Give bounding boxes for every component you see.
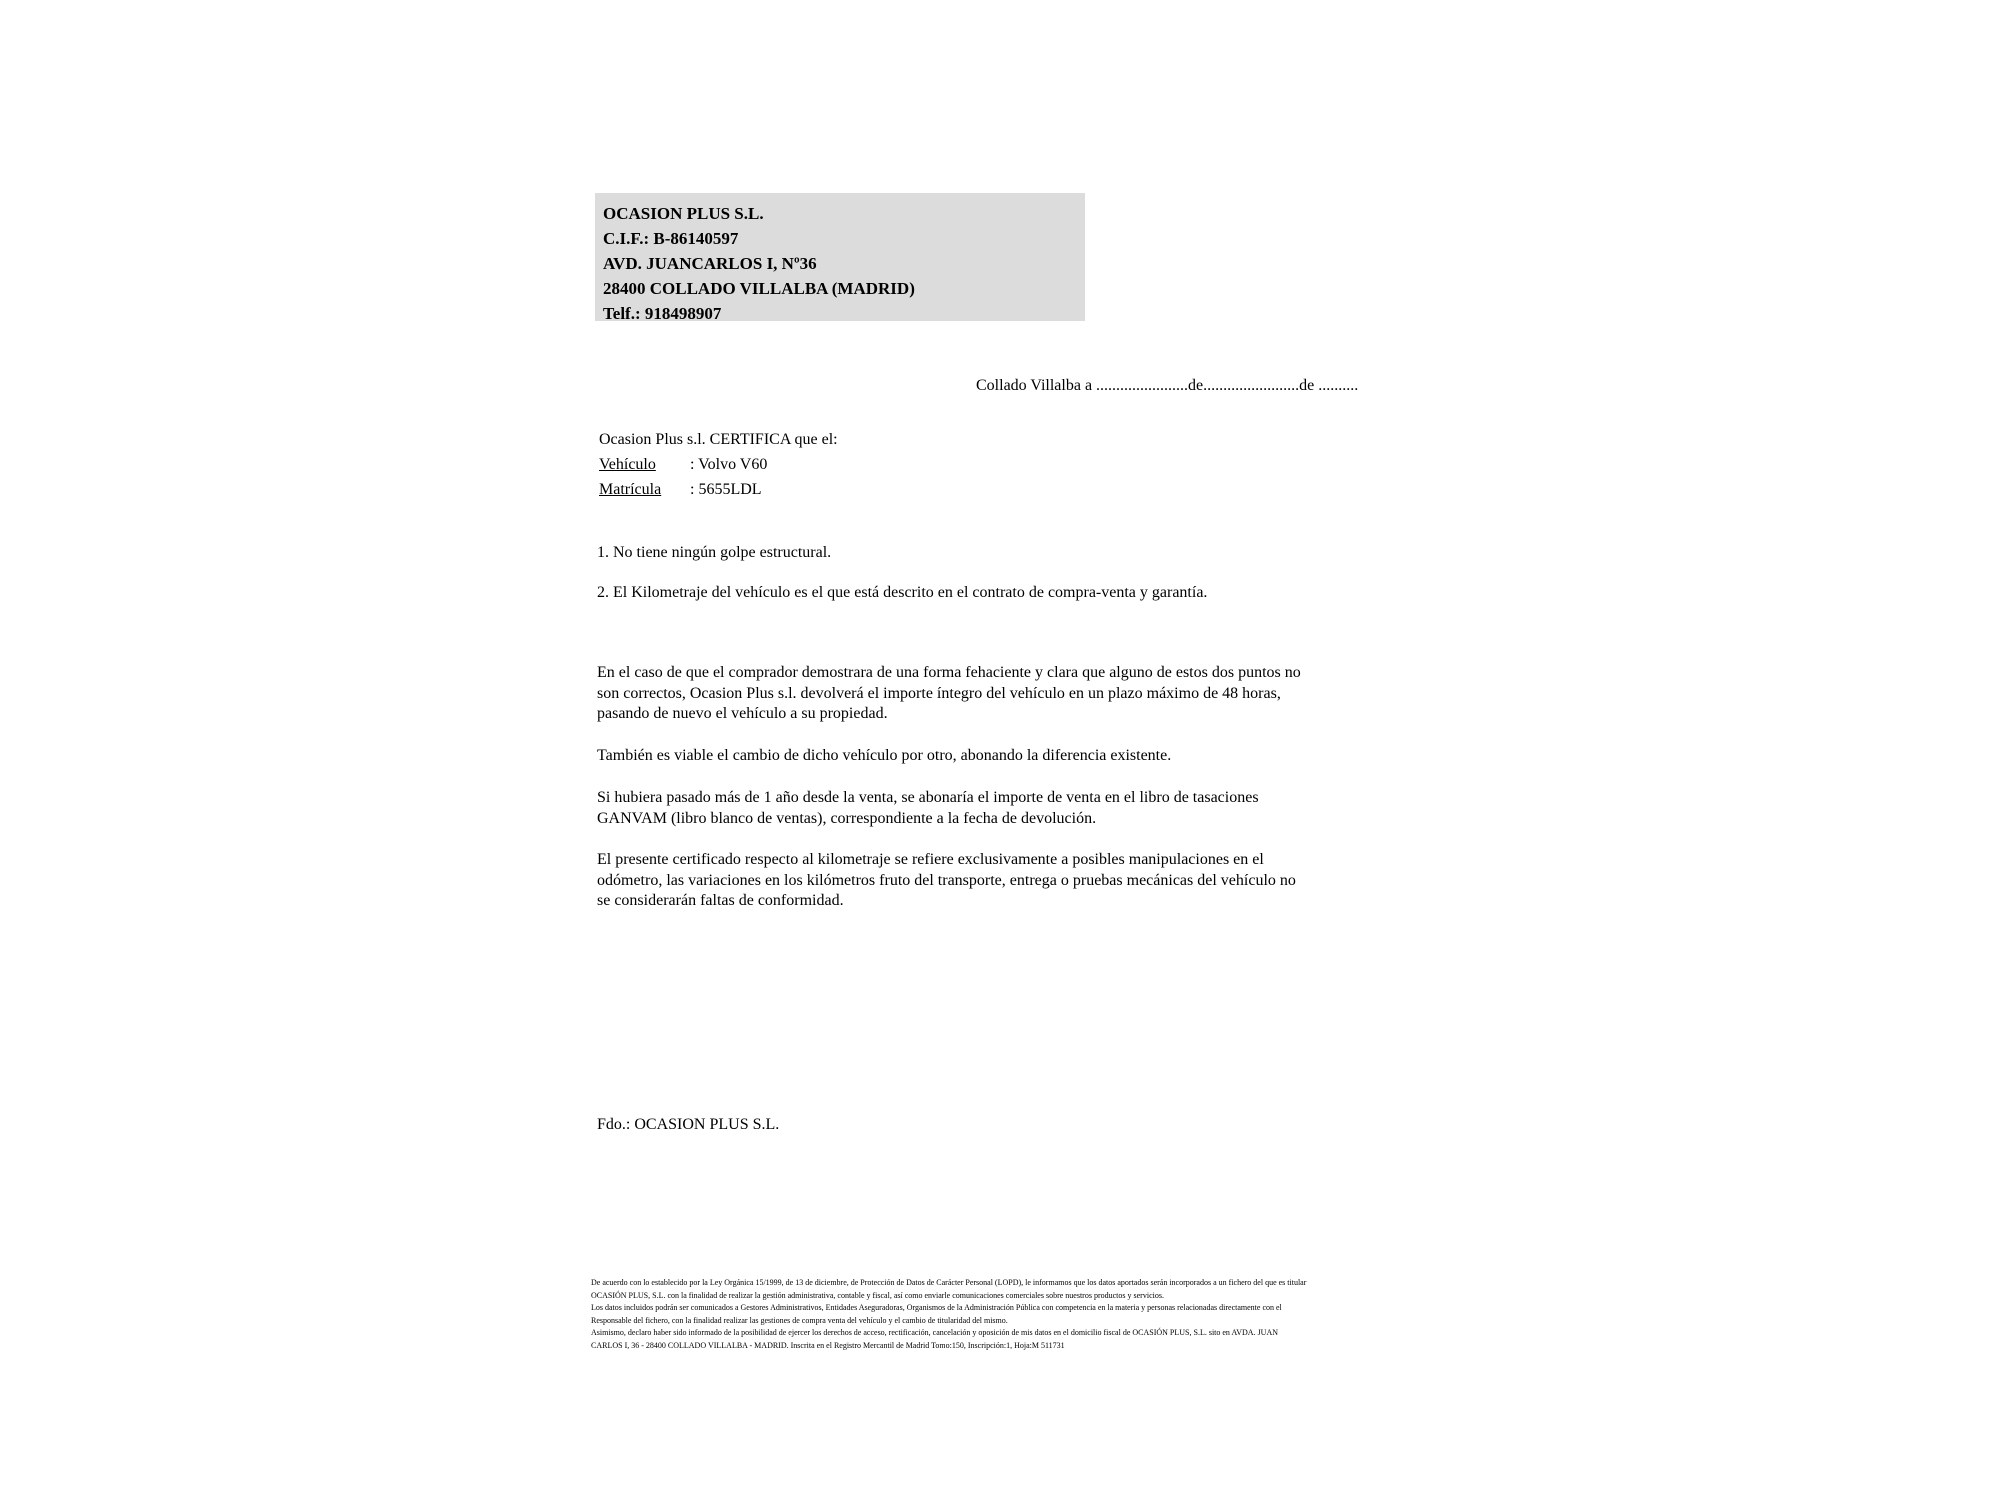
signature-line: Fdo.: OCASION PLUS S.L. [597,1116,780,1133]
company-name: OCASION PLUS S.L. [603,204,764,223]
paragraph-exchange [597,746,1171,767]
legal-line: Responsable del fichero, con la finalidad realizar las gestiones de compra venta del vehículo y el cambio de titularidad del mismo. [591,1315,1008,1325]
company-address: AVD. JUANCARLOS I, Nº36 [603,254,817,273]
legal-line: De acuerdo con lo establecido por la Ley Orgánica 15/1999, de 13 de diciembre, de Protección de Datos de Carácter Personal (LOPD), le informamos que los datos aportados serán incorporados a un fichero del que es titular [591,1278,1307,1287]
paragraph-ganvam [597,788,1259,829]
certify-block [599,427,838,502]
paragraph-line: son correctos, Ocasion Plus s.l. devolverá el importe íntegro del vehículo en un plazo máximo de 48 horas, [597,684,1281,702]
legal-fine-print [591,1277,1306,1353]
paragraph-line: GANVAM (libro blanco de ventas), correspondiente a la fecha de devolución. [597,809,1097,827]
legal-line: OCASIÓN PLUS, S.L. con la finalidad de realizar la gestión administrativa, contable y fiscal, así como enviarle comunicaciones comerciales sobre nuestros productos y servicios. [591,1290,1164,1300]
paragraph-line: se considerarán faltas de conformidad. [597,892,844,909]
paragraph-line: También es viable el cambio de dicho vehículo por otro, abonando la diferencia existente. [597,747,1172,764]
paragraph-line: Si hubiera pasado más de 1 año desde la venta, se abonaría el importe de venta en el libro de tasaciones [597,789,1259,806]
paragraph-line: En el caso de que el comprador demostrara de una forma fehaciente y clara que alguno de estos dos puntos no [597,664,1301,681]
point-mileage: 2. El Kilometraje del vehículo es el que está descrito en el contrato de compra-venta y garantía. [597,584,1208,601]
paragraph-line: odómetro, las variaciones en los kilómetros fruto del transporte, entrega o pruebas mecánicas del vehículo no [597,871,1296,889]
vehicle-label: Vehículo [599,456,656,473]
point-structural: 1. No tiene ningún golpe estructural. [597,544,832,561]
paragraph-refund [597,663,1301,725]
plate-value: : 5655LDL [690,481,762,498]
legal-line: Asimismo, declaro haber sido informado de la posibilidad de ejercer los derechos de acceso, rectificación, cancelación y oposición de mis datos en el domicilio fiscal de OCASIÓN PLUS, S.L. sito en AVDA. JUAN [591,1328,1279,1338]
vehicle-row [599,452,838,477]
company-phone: Telf.: 918498907 [603,304,722,323]
vehicle-value: : Volvo V60 [690,456,768,473]
company-box [595,193,1085,321]
paragraph-line: pasando de nuevo el vehículo a su propiedad. [597,705,888,722]
paragraph-line: El presente certificado respecto al kilometraje se refiere exclusivamente a posibles manipulaciones en el [597,851,1264,868]
company-cif: C.I.F.: B-86140597 [603,229,739,248]
paragraph-odometer [597,850,1296,912]
plate-label: Matrícula [599,481,662,498]
legal-line: Los datos incluidos podrán ser comunicados a Gestores Administrativos, Entidades Aseguradoras, Organismos de la Administración Pública con competencia en la materia y personas relacionadas directamente con el [591,1303,1282,1313]
certify-intro: Ocasion Plus s.l. CERTIFICA que el: [599,431,838,448]
date-fill-in-line: Collado Villalba a .......................de........................de .......... [976,377,1359,394]
company-city: 28400 COLLADO VILLALBA (MADRID) [603,279,915,298]
plate-row [599,477,838,502]
legal-line: CARLOS I, 36 - 28400 COLLADO VILLALBA - MADRID. Inscrita en el Registro Mercantil de Madrid Tomo:150, Inscripción:1, Hoja:M 511731 [591,1340,1065,1350]
